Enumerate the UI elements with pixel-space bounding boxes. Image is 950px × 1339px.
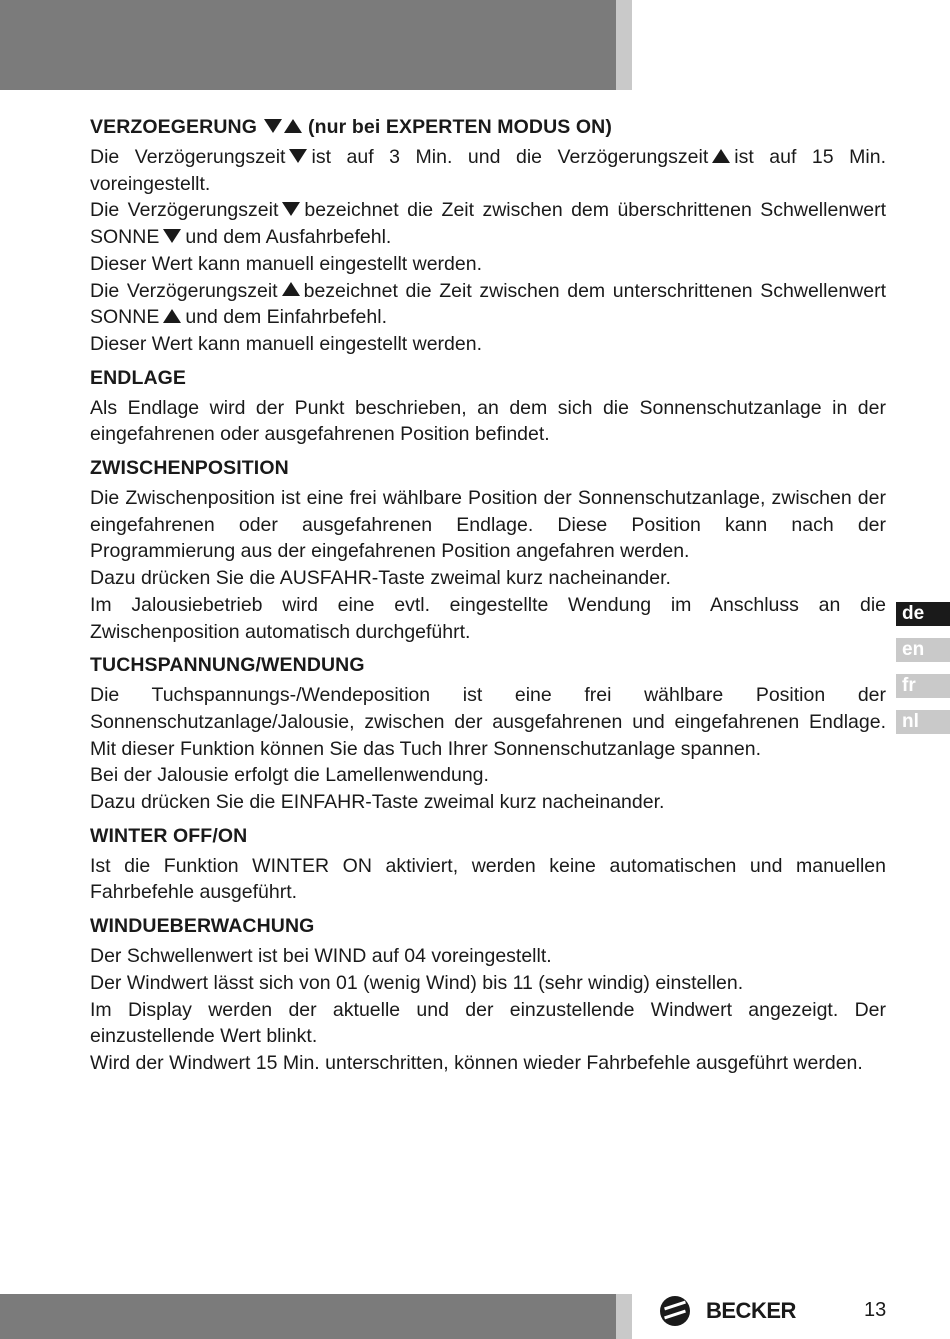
section-zwischenposition: [90, 455, 886, 645]
arrow-down-icon: [282, 202, 300, 216]
paragraph: Der Schwellenwert ist bei WIND auf 04 voreingestellt.: [90, 945, 552, 968]
header-bar-edge: [616, 0, 632, 90]
text: und dem Einfahrbefehl.: [185, 306, 387, 329]
section-heading: TUCHSPANNUNG/WENDUNG: [90, 654, 365, 677]
language-tab-fr[interactable]: fr: [896, 674, 950, 698]
arrow-up-icon: [163, 309, 181, 323]
arrow-down-icon: [289, 149, 307, 163]
page-content: [90, 114, 886, 1084]
heading-text: VERZOEGERUNG: [90, 116, 257, 138]
text: bezeichnet die Zeit zwischen dem unterschrittenen Schwellenwert SONNE: [90, 279, 887, 329]
text: ist auf 3 Min. und die Verzögerungszeit: [311, 146, 709, 168]
paragraph: [90, 144, 886, 197]
paragraph: Dieser Wert kann manuell eingestellt werden.: [90, 252, 482, 275]
section-verzoegerung: [90, 114, 886, 358]
text: Die Verzögerungszeit: [90, 199, 279, 222]
text: Die Verzögerungszeit: [90, 279, 278, 302]
paragraph: Dieser Wert kann manuell eingestellt werden.: [90, 332, 482, 355]
page-number: 13: [864, 1299, 887, 1321]
section-heading: ZWISCHENPOSITION: [90, 457, 289, 480]
language-tab-nl[interactable]: nl: [896, 710, 950, 734]
arrow-up-icon: [282, 282, 300, 296]
text: Die Verzögerungszeit: [90, 146, 286, 168]
paragraph: Dazu drücken Sie die EINFAHR-Taste zweimal kurz nacheinander.: [90, 791, 665, 814]
paragraph: Die Zwischenposition ist eine frei wählbare Position der Sonnenschutzanlage, zwischen der eingefahrenen oder ausgefahrenen Endlage. Diese Position kann nach der Programmierung aus der eingefahrenen Position angefahren werden.: [90, 487, 886, 563]
paragraph: Der Windwert lässt sich von 01 (wenig Wind) bis 11 (sehr windig) einstellen.: [90, 971, 744, 994]
paragraph: Im Jalousiebetrieb wird eine evtl. eingestellte Wendung im Anschluss an die Zwischenposition automatisch durchgeführt.: [90, 593, 886, 643]
language-tab-en[interactable]: en: [896, 638, 950, 662]
paragraph: [90, 278, 886, 331]
language-tab-de[interactable]: de: [896, 602, 950, 626]
paragraph: Die Tuchspannungs-/Wendeposition ist eine frei wählbare Position der Sonnenschutzanlage/Jalousie, zwischen der ausgefahrenen und eingefahrenen Endlage. Mit dieser Funktion können Sie das Tuch Ihrer Sonnenschutzanlage spannen.: [90, 684, 886, 760]
section-heading: WINTER OFF/ON: [90, 824, 248, 847]
paragraph: [90, 197, 886, 250]
section-heading: [90, 114, 886, 140]
section-tuchspannung: [90, 652, 886, 816]
paragraph: Ist die Funktion WINTER ON aktiviert, werden keine automatischen und manuellen Fahrbefehle ausgeführt.: [90, 854, 886, 904]
arrow-down-icon: [163, 229, 181, 243]
section-windueberwachung: [90, 913, 886, 1077]
paragraph: Im Display werden der aktuelle und der einzustellende Windwert angezeigt. Der einzustellende Wert blinkt.: [90, 998, 886, 1048]
paragraph: Wird der Windwert 15 Min. unterschritten, können wieder Fahrbefehle ausgeführt werden.: [90, 1051, 863, 1074]
section-heading: ENDLAGE: [90, 366, 187, 389]
brand-logo: [660, 1294, 796, 1328]
header-bar: [0, 0, 616, 90]
brand-name: BECKER: [706, 1298, 796, 1323]
text: und dem Ausfahrbefehl.: [185, 226, 392, 249]
paragraph: Bei der Jalousie erfolgt die Lamellenwendung.: [90, 764, 489, 787]
text: bezeichnet die Zeit zwischen dem überschrittenen Schwellenwert SONNE: [90, 199, 886, 249]
language-tabs: [896, 602, 950, 746]
arrow-up-icon: [712, 149, 730, 163]
footer-bar-edge: [616, 1294, 632, 1339]
section-winter: [90, 823, 886, 906]
section-endlage: [90, 365, 886, 448]
arrow-up-icon: [284, 119, 302, 133]
heading-note: (nur bei EXPERTEN MODUS ON): [308, 116, 612, 138]
paragraph: Dazu drücken Sie die AUSFAHR-Taste zweimal kurz nacheinander.: [90, 567, 671, 590]
arrow-down-icon: [264, 119, 282, 133]
text: ist auf 15 Min. voreingestellt.: [90, 146, 887, 195]
section-heading: WINDUEBERWACHUNG: [90, 915, 315, 938]
footer-bar: [0, 1294, 616, 1339]
paragraph: Als Endlage wird der Punkt beschrieben, an dem sich die Sonnenschutzanlage in der eingefahrenen oder ausgefahrenen Position befindet.: [90, 396, 886, 446]
becker-logo-icon: [660, 1296, 690, 1326]
